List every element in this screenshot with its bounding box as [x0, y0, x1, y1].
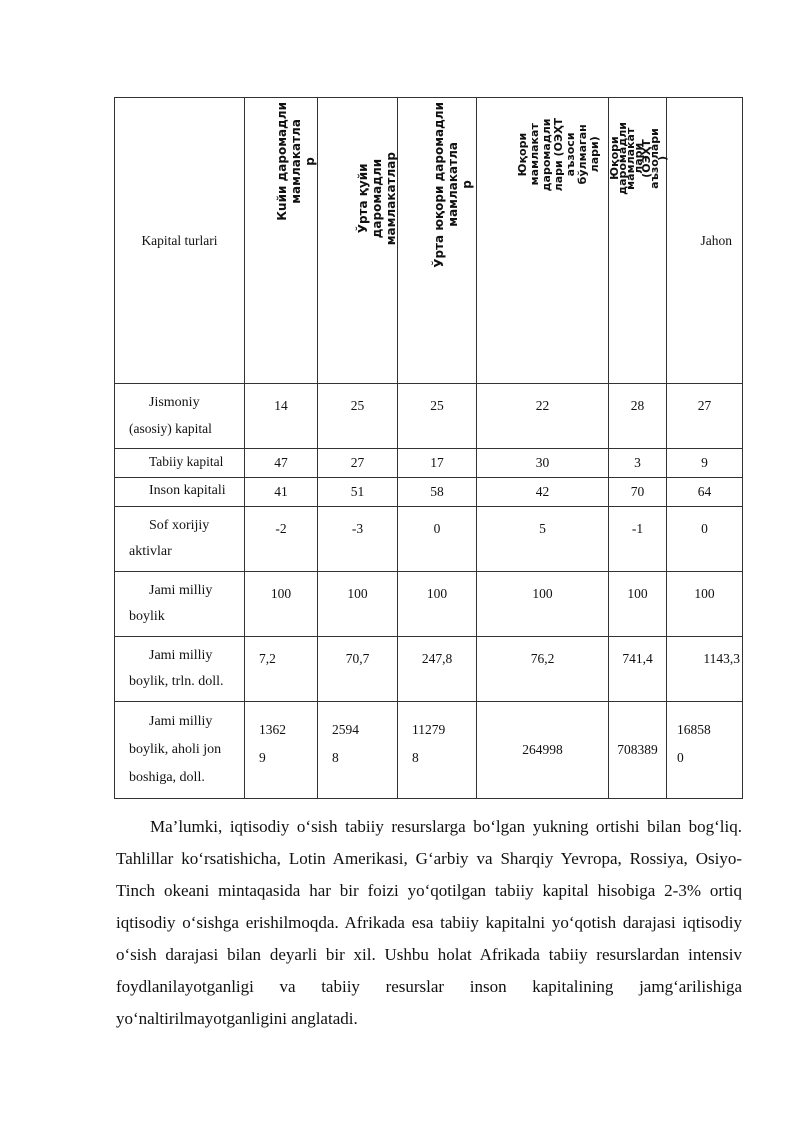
header-col-high-oecd — [609, 98, 667, 384]
table-header-row — [115, 98, 743, 384]
row-label: Jami milliy boylik, aholi jon boshiga, doll. — [115, 702, 245, 799]
table-cell: 70,7 — [318, 637, 398, 702]
table-cell: 5 — [477, 507, 609, 572]
table-cell: 30 — [477, 449, 609, 478]
table-cell: 100 — [609, 572, 667, 637]
table-row — [115, 478, 743, 507]
table-cell: 11279 8 — [398, 702, 477, 799]
table-cell: 16858 0 — [667, 702, 743, 799]
header-col-low-income — [245, 98, 318, 384]
table-cell: 0 — [667, 507, 743, 572]
table-cell: 17 — [398, 449, 477, 478]
table-cell: 58 — [398, 478, 477, 507]
header-col-lower-middle-text: Ўрта қуйи даромадли мамлакатлар — [356, 152, 398, 246]
row-label: Jami milliy boylik, trln. doll. — [115, 637, 245, 702]
header-col-high-non-oecd-text: Юқори мамлакат даромадли лари (ОЭҲТ аъзоси бўлмаган лари) — [516, 118, 601, 192]
header-col-high-non-oecd — [477, 98, 609, 384]
table-cell: 27 — [318, 449, 398, 478]
table-cell: 1143,3 — [667, 637, 743, 702]
table-cell: 41 — [245, 478, 318, 507]
table-cell: 100 — [477, 572, 609, 637]
table-cell: 14 — [245, 384, 318, 449]
table-cell: 42 — [477, 478, 609, 507]
row-label: Sof xorijiy aktivlar — [115, 507, 245, 572]
table-cell: -3 — [318, 507, 398, 572]
table-cell: 47 — [245, 449, 318, 478]
table-cell: -1 — [609, 507, 667, 572]
table-cell: 22 — [477, 384, 609, 449]
table-row — [115, 702, 743, 799]
table-cell: 741,4 — [609, 637, 667, 702]
header-col-upper-middle — [398, 98, 477, 384]
table-cell: 100 — [245, 572, 318, 637]
table-cell: 264998 — [477, 702, 609, 799]
table-row — [115, 507, 743, 572]
table-cell: 70 — [609, 478, 667, 507]
table-cell: 51 — [318, 478, 398, 507]
table-cell: 7,2 — [245, 637, 318, 702]
table-cell: 64 — [667, 478, 743, 507]
row-label: Jami milliy boylik — [115, 572, 245, 637]
capital-table — [114, 97, 743, 799]
table-row — [115, 637, 743, 702]
table-cell: 25 — [318, 384, 398, 449]
row-label: Jismoniy (asosiy) kapital — [115, 384, 245, 449]
header-col-low-income-text: Кuйи даромадли мамлакатла р — [275, 102, 317, 221]
table-cell: 100 — [318, 572, 398, 637]
header-col-high-oecd-text: Юқори даромадли мамлакат лари (ОЭҲТ аъзолари ) — [608, 122, 669, 195]
table-row — [115, 449, 743, 478]
table-cell: 27 — [667, 384, 743, 449]
table-cell: 25 — [398, 384, 477, 449]
table-cell: 100 — [398, 572, 477, 637]
table-row — [115, 384, 743, 449]
table-cell: 247,8 — [398, 637, 477, 702]
row-label: Inson kapitali — [115, 478, 245, 507]
table-cell: 76,2 — [477, 637, 609, 702]
header-col-upper-middle-text: Ўрта юқори даромадли мамлакатла р — [432, 102, 474, 268]
table-cell: 3 — [609, 449, 667, 478]
table-cell: 708389 — [609, 702, 667, 799]
table-row — [115, 572, 743, 637]
body-paragraph: Ma’lumki, iqtisodiy o‘sish tabiiy resurslarga bo‘lgan yukning ortishi bilan bog‘liq. Tahlillar ko‘rsatishicha, Lotin Amerikasi, G‘arbiy va Sharqiy Yevropa, Rossiya, Osiyo-Tinch okeani mintaqasida har bir foizi yo‘qotilgan tabiiy kapital hisobiga 2-3% ortiq iqtisodiy o‘sishga erishilmoqda. Afrikada esa tabiiy kapitalni yo‘qotish darajasi iqtisodiy o‘sish darajasi bilan deyarli bir xil. Ushbu holat Afrikada tabiiy resurslardan intensiv foydlanilayotganligi va tabiiy resurslar inson kapitalining jamg‘arilishiga yo‘naltirilmayotganligini anglatadi. — [116, 817, 742, 1028]
table-cell: 100 — [667, 572, 743, 637]
table-cell: 1362 9 — [245, 702, 318, 799]
table-cell: 28 — [609, 384, 667, 449]
header-col-lower-middle — [318, 98, 398, 384]
header-capital-types: Kapital turlari — [115, 98, 245, 384]
table-cell: -2 — [245, 507, 318, 572]
table-cell: 0 — [398, 507, 477, 572]
table-cell: 2594 8 — [318, 702, 398, 799]
header-col-world: Jahon — [667, 98, 743, 384]
table-cell: 9 — [667, 449, 743, 478]
row-label: Tabiiy kapital — [115, 449, 245, 478]
